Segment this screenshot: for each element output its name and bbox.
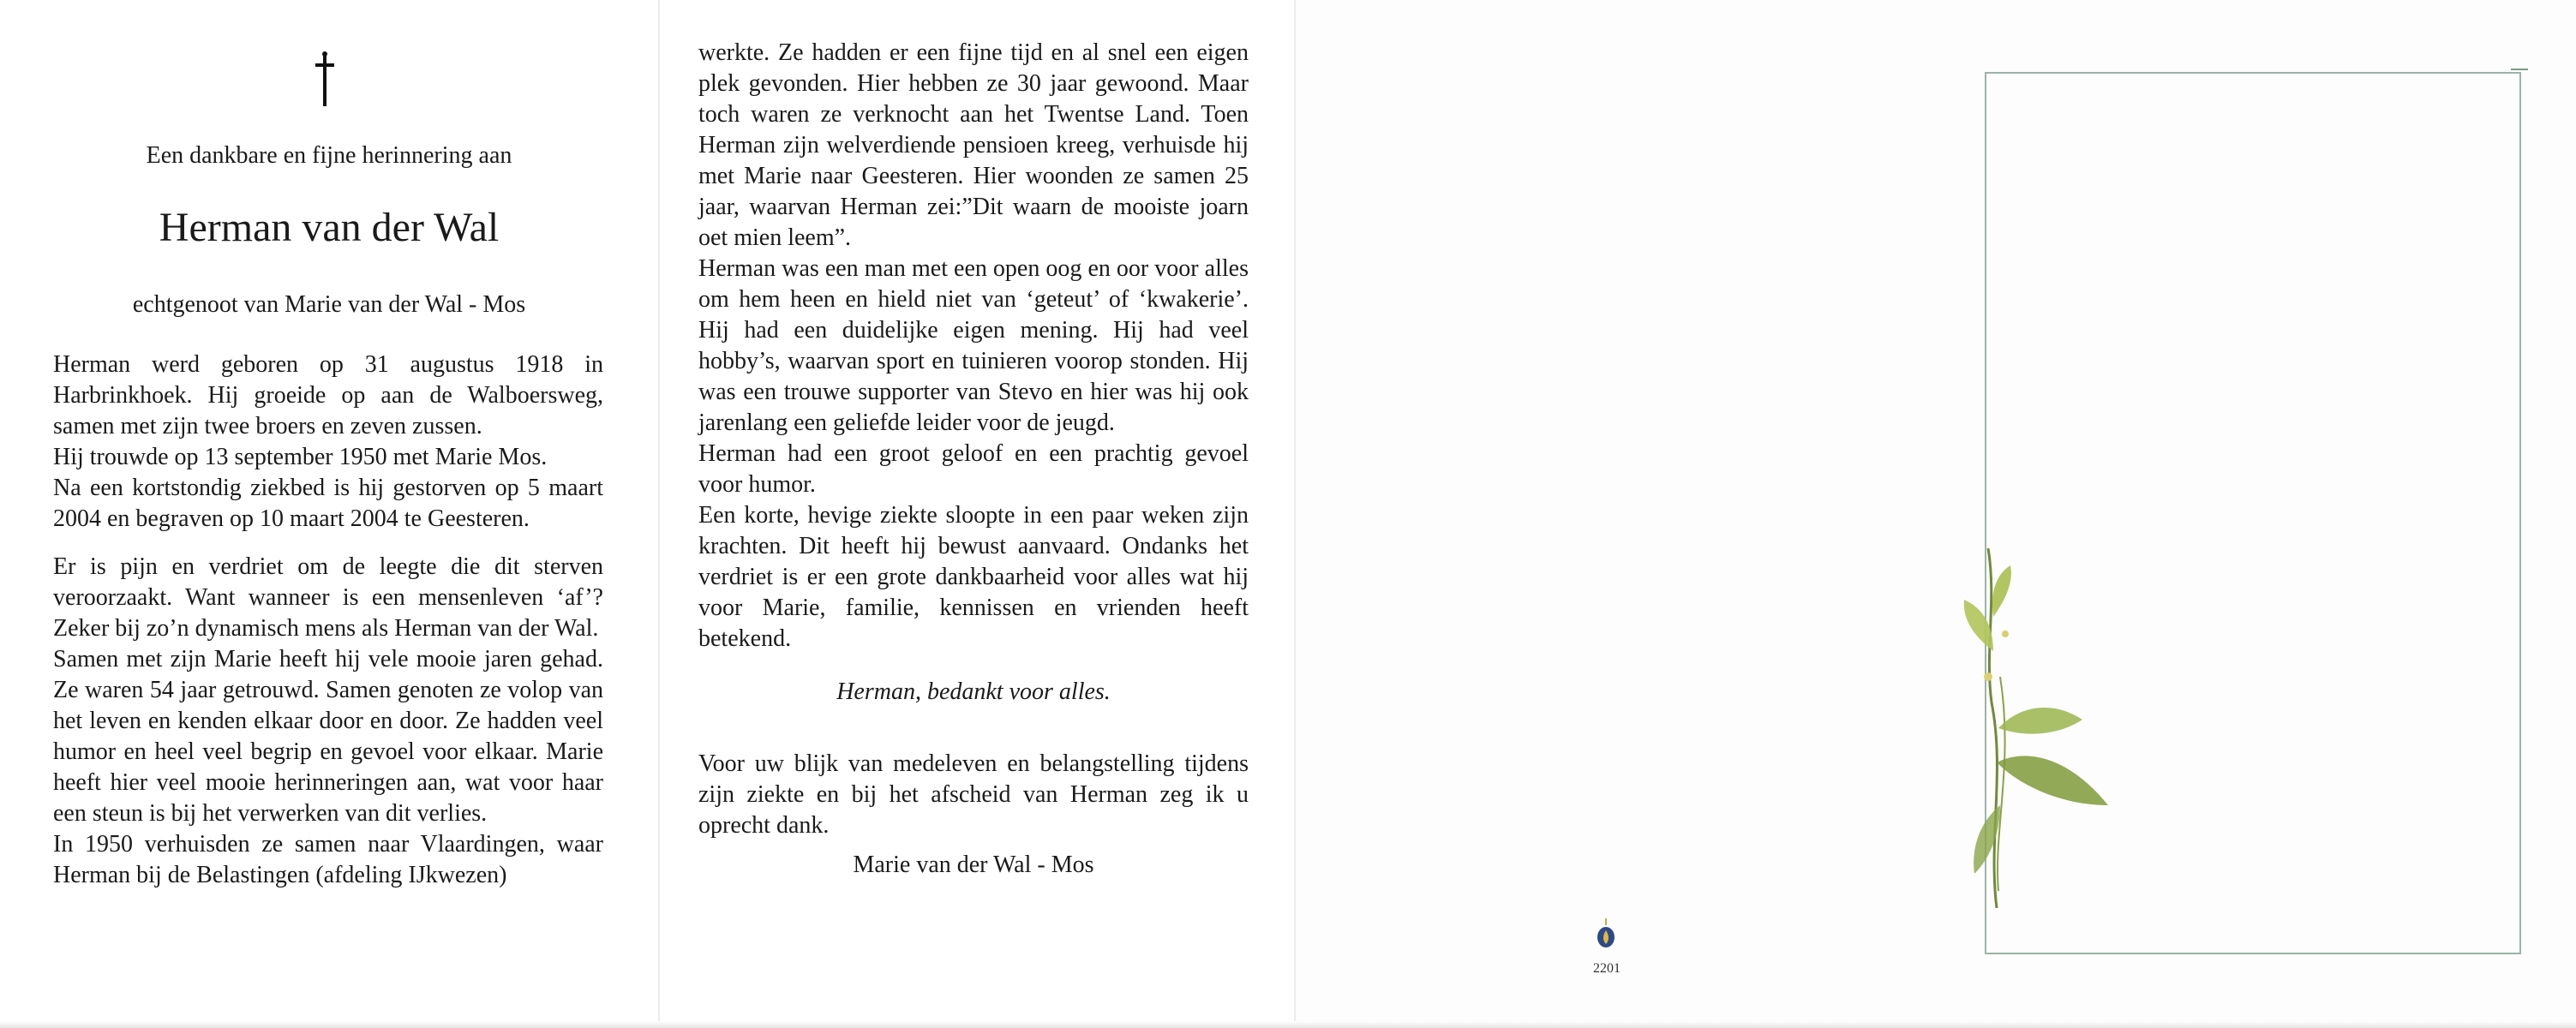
frame-corner-line (2511, 69, 2528, 70)
left-column-text (53, 350, 603, 891)
paragraph: In 1950 verhuisden ze samen naar Vlaardingen, waar Herman bij de Belastingen (afdeling IJkwezen) (53, 831, 603, 888)
paragraph: Herman was een man met een open oog en oor voor alles om hem heen en hield niet van ‘geteut’ of ‘kwakerie’. Hij had een duidelijke eigen mening. Hij had veel hobby’s, waarvan sport en tuinieren voorop stonden. Hij was een trouwe supporter van Stevo en hier was hij ook jarenlang een geliefde leider voor de jeugd. (698, 255, 1249, 436)
page-edge (0, 1021, 2576, 1028)
paragraph: Na een kortstondig ziekbed is hij gestorven op 5 maart 2004 en begraven op 10 maart 2004 te Geesteren. (53, 475, 603, 532)
deceased-name: Herman van der Wal (159, 205, 500, 250)
spouse-line: echtgenoot van Marie van der Wal - Mos (132, 291, 526, 318)
closing-paragraph: Voor uw blijk van medeleven en belangstelling tijdens zijn ziekte en bij het afscheid van Herman zeg ik u oprecht dank. (698, 750, 1249, 839)
cross-icon (312, 50, 338, 110)
flame-emblem-icon (1596, 917, 1616, 951)
thanks-line: Herman, bedankt voor alles. (836, 678, 1111, 705)
signature: Marie van der Wal - Mos (853, 852, 1094, 878)
paragraph: Een korte, hevige ziekte sloopte in een paar weken zijn krachten. Dit heeft hij bewust aanvaard. Ondanks het verdriet is er een grote dankbaarheid voor alles wat hij voor Marie, familie, kennissen en vrienden heeft betekend. (698, 502, 1249, 652)
paragraph: Hij trouwde op 13 september 1950 met Marie Mos. (53, 444, 548, 470)
paragraph: Samen met zijn Marie heeft hij vele mooie jaren gehad. Ze waren 54 jaar getrouwd. Samen genoten ze volop van het leven en kenden elkaar door en door. Ze hadden veel humor en heel veel begrip en gevoel voor elkaar. Marie heeft hier veel mooie herinneringen aan, wat voor haar een steun is bij het verwerken van dit verlies. (53, 646, 603, 827)
fold-line (1294, 0, 1296, 1028)
plant-illustration (1962, 548, 2134, 908)
paragraph: Herman werd geboren op 31 augustus 1918 in Harbrinkhoek. Hij groeide op aan de Walboersweg, samen met zijn twee broers en zeven zussen. (53, 351, 603, 439)
print-code: 2201 (1593, 961, 1620, 976)
middle-column-text (698, 38, 1249, 881)
paragraph: werkte. Ze hadden er een fijne tijd en al snel een eigen plek gevonden. Hier hebben ze 30 jaar gewoond. Maar toch waren ze verknocht aan het Twentse Land. Toen Herman zijn welverdiende pensioen kreeg, verhuisde hij met Marie naar Geesteren. Hier woonden ze samen 25 jaar, waarvan Herman zei:”Dit waarn de mooiste joarn oet mien leem”. (698, 39, 1249, 251)
paragraph: Er is pijn en verdriet om de leegte die dit sterven veroorzaakt. Want wanneer is een mensenleven ‘af’? Zeker bij zo’n dynamisch mens als Herman van der Wal. (53, 553, 603, 642)
intro-text: Een dankbare en fijne herinnering aan (146, 142, 512, 169)
paragraph: Herman had een groot geloof en een prachtig gevoel voor humor. (698, 440, 1249, 498)
fold-line (658, 0, 660, 1028)
